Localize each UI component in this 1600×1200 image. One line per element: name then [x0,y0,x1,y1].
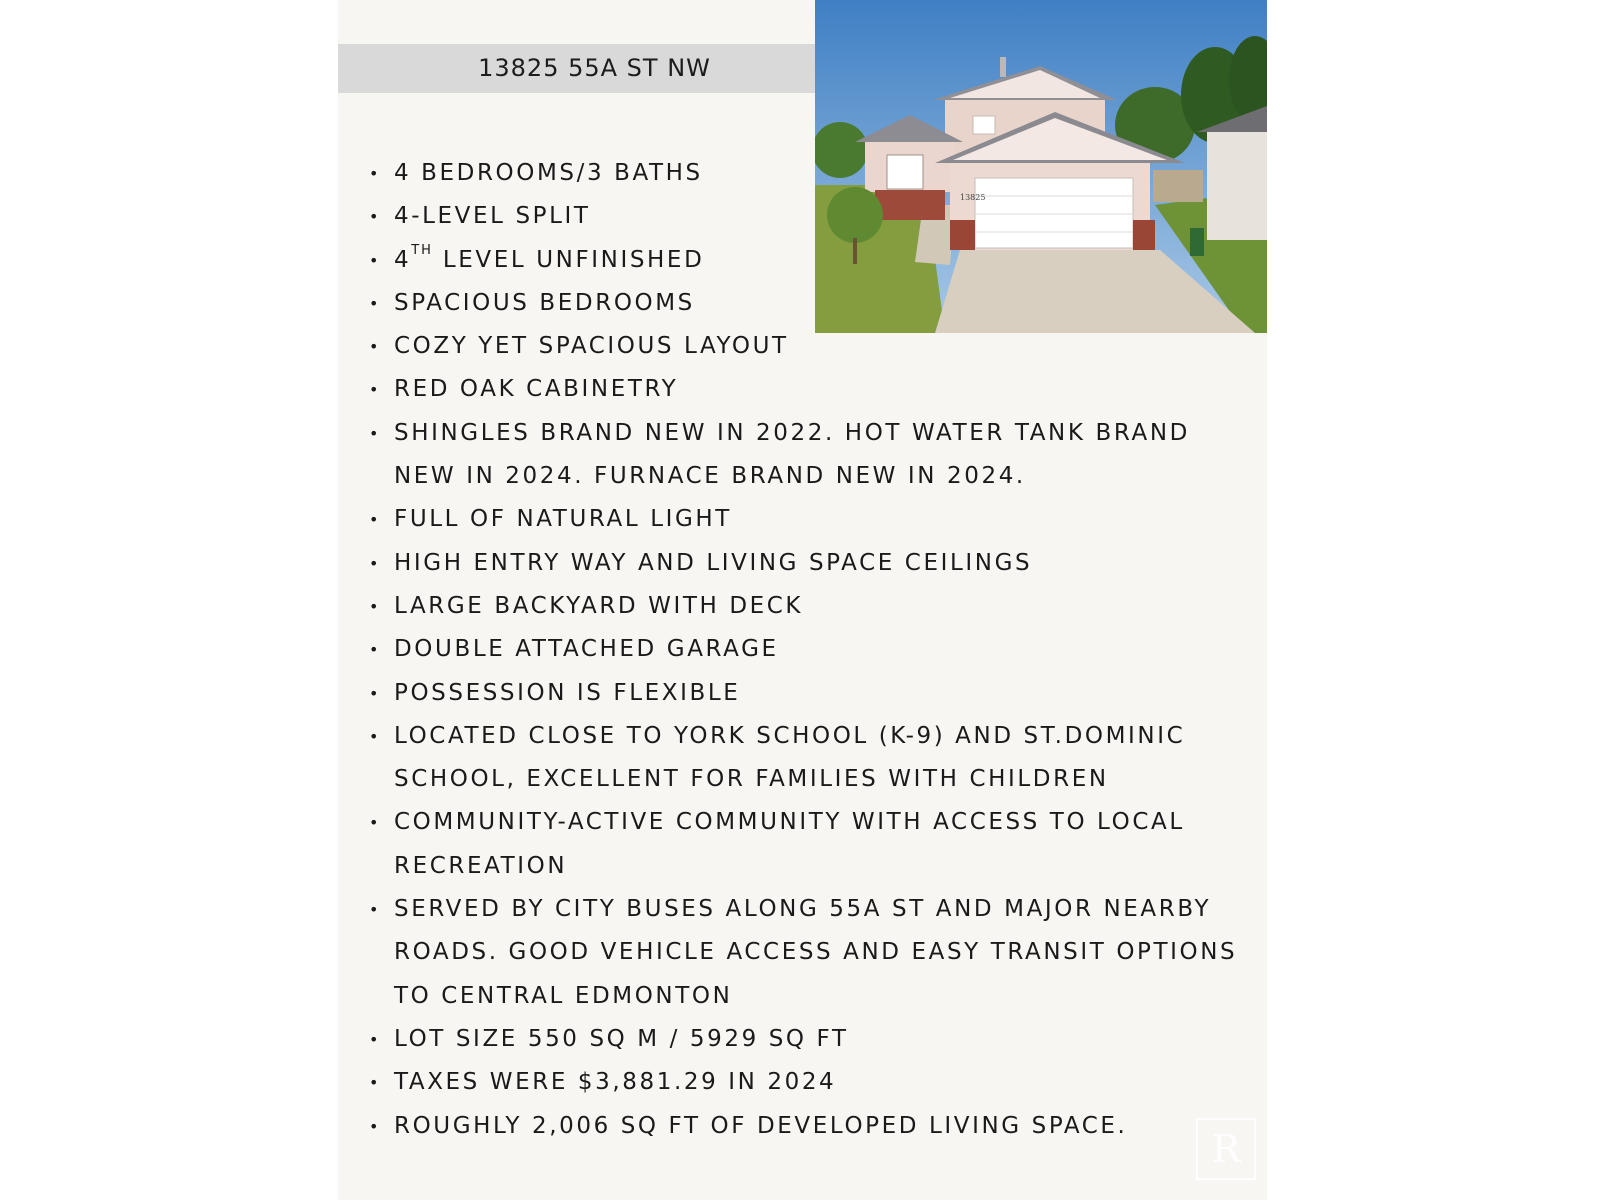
bullet-icon: • [369,380,382,400]
list-item: • DOUBLE ATTACHED GARAGE [358,628,1267,671]
list-item: • 4-LEVEL SPLIT [358,195,1267,238]
list-item: • HIGH ENTRY WAY AND LIVING SPACE CEILINGS [358,542,1267,585]
listing-sheet [338,0,1267,1200]
bullet-icon: • [369,683,382,703]
photo-house-number: 13825 [960,193,986,202]
list-item: • COZY YET SPACIOUS LAYOUT [358,325,1267,368]
list-item: • COMMUNITY-ACTIVE COMMUNITY WITH ACCESS TO LOCAL RECREATION [358,801,1264,888]
list-item: • TAXES WERE $3,881.29 IN 2024 [358,1061,1267,1104]
list-item: • 4TH LEVEL UNFINISHED [358,239,1267,282]
list-item: • SHINGLES BRAND NEW IN 2022. HOT WATER TANK BRAND NEW IN 2024. FURNACE BRAND NEW IN 2024. [358,412,1244,499]
bullet-icon: • [369,510,382,530]
listing-address: 13825 55A ST NW [478,54,711,82]
list-item: • 4 BEDROOMS/3 BATHS [358,152,1267,195]
list-item: • SERVED BY CITY BUSES ALONG 55A ST AND MAJOR NEARBY ROADS. GOOD VEHICLE ACCESS AND EASY TRANSIT OPTIONS TO CENTRAL EDMONTON [358,888,1264,1018]
bullet-icon: • [369,1073,382,1093]
house-photo [815,0,1267,333]
list-item: • FULL OF NATURAL LIGHT [358,498,1267,541]
bullet-icon: • [369,640,382,660]
bullet-icon: • [369,250,382,270]
bullet-icon: • [369,337,382,357]
list-item: • LARGE BACKYARD WITH DECK [358,585,1267,628]
list-item: • ROUGHLY 2,006 SQ FT OF DEVELOPED LIVING SPACE. [358,1105,1267,1148]
bullet-icon: • [369,293,382,313]
bullet-icon: • [369,553,382,573]
bullet-icon: • [369,726,382,746]
bullet-icon: • [369,207,382,227]
realtor-logo-icon: R [1196,1118,1256,1180]
bullet-icon: • [369,596,382,616]
bullet-icon: • [369,900,382,920]
list-item: • LOT SIZE 550 SQ M / 5929 SQ FT [358,1018,1267,1061]
bullet-icon: • [369,164,382,183]
list-item: • RED OAK CABINETRY [358,368,1267,411]
list-item: • POSSESSION IS FLEXIBLE [358,672,1267,715]
bullet-icon: • [369,1116,382,1136]
list-item: • LOCATED CLOSE TO YORK SCHOOL (K-9) AND ST.DOMINIC SCHOOL, EXCELLENT FOR FAMILIES WITH CHILDREN [358,715,1264,802]
list-item: • SPACIOUS BEDROOMS [358,282,1267,325]
bullet-icon: • [369,1029,382,1049]
bullet-icon: • [369,813,382,833]
bullet-icon: • [369,423,382,443]
